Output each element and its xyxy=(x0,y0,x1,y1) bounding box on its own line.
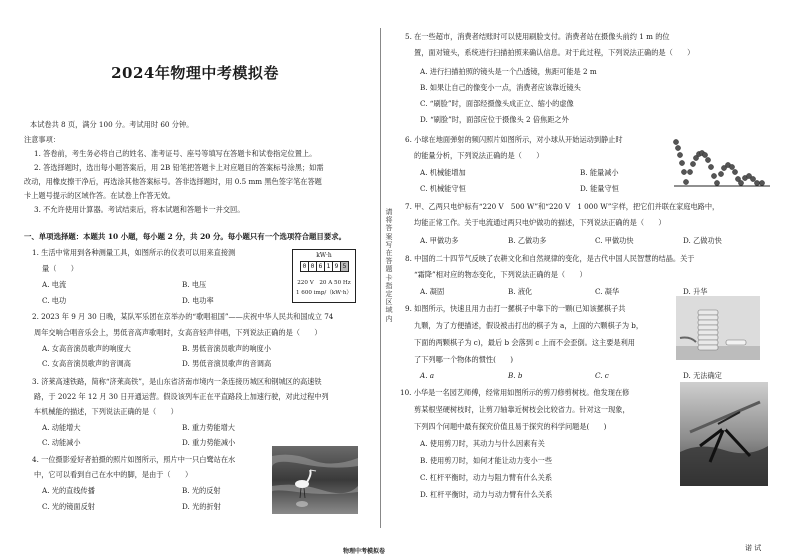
q5-option-d: D. “刷脸”时，面部应位于摄像头 2 倍焦距之外 xyxy=(420,115,569,124)
q9-stem-1: 9. 如图所示，快速且用力击打一摞棋子中靠下的一颗(已知该摞棋子共 xyxy=(405,304,626,313)
q10-option-a: A. 使用剪刀时，其动力与什么因素有关 xyxy=(420,439,545,448)
meter-digit: 5 xyxy=(340,261,349,272)
q7-stem-2: 均能正常工作。关于电流通过两只电炉做功的描述，下列说法正确的是（ ） xyxy=(414,218,666,227)
notice-2c: 卡上题号提示的区域作答。在试卷上作答无效。 xyxy=(24,191,175,200)
page-footer-label: 物理中考模拟卷 xyxy=(343,548,386,555)
q3-stem-1: 3. 济莱高速铁路，简称“济莱高铁”，是山东省济南市境内一条连接历城区和钢城区的高速铁 xyxy=(32,377,322,386)
q6-stem-2: 的能量分析，下列说法正确的是（ ） xyxy=(414,151,544,160)
q9-option-b: B. b xyxy=(508,371,523,380)
q5-stem-2: 置，面对镜头，系统进行扫描拍照来确认信息。对于此过程，下列说法正确的是（ ） xyxy=(414,48,695,57)
q1-option-c: C. 电功 xyxy=(42,296,67,305)
q7-stem-1: 7. 甲、乙两只电炉标有“220 V 500 W”和“220 V 1 000 W”字样，把它们并联在家庭电路中， xyxy=(405,202,720,211)
q3-option-a: A. 动能增大 xyxy=(42,423,81,432)
q6-option-b: B. 能量减小 xyxy=(580,168,619,177)
q10-stem-1: 10. 小华是一名园艺师傅，经常用如图所示的剪刀修剪树枝。他发现在修 xyxy=(400,388,630,397)
q9-stem-4: 了下列哪一个物体的惯性( ) xyxy=(414,355,514,364)
q3-option-d: D. 重力势能减小 xyxy=(182,438,236,447)
q2-stem-2: 周年交响合唱音乐会上，男低音高声歌唱时，女高音轻声伴唱，下列说法正确的是（ ） xyxy=(34,328,322,337)
egret-photo xyxy=(272,446,358,514)
q7-option-d: D. 乙做功快 xyxy=(683,236,722,245)
q1-option-d: D. 电功率 xyxy=(182,296,214,305)
q8-option-b: B. 液化 xyxy=(508,287,533,296)
q4-option-c: C. 光的镜面反射 xyxy=(42,502,95,511)
notice-3: 3. 不允许使用计算器。考试结束后，将本试题和答题卡一并交回。 xyxy=(34,205,245,214)
q10-option-b: B. 使用剪刀时，如何才能让动力变小一些 xyxy=(420,456,553,465)
q8-stem-2: “霜降”相对应的物态变化，下列说法正确的是（ ） xyxy=(414,270,587,279)
q2-option-d: D. 男低音演员歌声的音调高 xyxy=(182,359,272,368)
notice-2b: 改动，用橡皮擦干净后，再选涂其他答案标号。答非选择题时，用 0.5 mm 黑色签字笔在答题 xyxy=(24,177,322,186)
q8-option-d: D. 升华 xyxy=(683,287,708,296)
chess-stack-photo xyxy=(676,296,760,360)
exam-intro: 本试卷共 8 页，满分 100 分。考试用时 60 分钟。 xyxy=(30,120,194,129)
exam-title: 2024年物理中考模拟卷 xyxy=(111,64,279,82)
q3-option-c: C. 动能减小 xyxy=(42,438,81,447)
corner-text: 诺 试 xyxy=(745,544,762,552)
q7-option-b: B. 乙做功多 xyxy=(508,236,547,245)
q4-option-b: B. 光的反射 xyxy=(182,486,221,495)
q10-option-c: C. 杠杆平衡时，动力与阻力臂有什么关系 xyxy=(420,473,553,482)
meter-rating: 220 V 20 A 50 Hz xyxy=(297,280,351,286)
q10-option-d: D. 杠杆平衡时，动力与动力臂有什么关系 xyxy=(420,490,553,499)
q10-stem-3: 下列四个问题中最有探究价值且易于探究的科学问题是( ) xyxy=(414,422,607,431)
q3-option-b: B. 重力势能增大 xyxy=(182,423,235,432)
q7-option-c: C. 甲做功快 xyxy=(595,236,634,245)
q1-stem-1: 1. 生活中常用到各种测量工具，如图所示的仪表可以用来直接测 xyxy=(32,248,236,257)
q9-option-a: A. a xyxy=(420,371,435,380)
notice-heading: 注意事项： xyxy=(24,135,60,144)
q10-stem-2: 剪某根坚硬树枝时，让剪刀轴靠近树枝会比较省力。针对这一现象， xyxy=(414,405,630,414)
q8-option-c: C. 凝华 xyxy=(595,287,620,296)
meter-digit: 0 xyxy=(300,261,309,272)
q5-option-b: B. 如果让自己的像变小一点，消费者应该靠近镜头 xyxy=(420,83,581,92)
meter-digit: 1 xyxy=(324,261,333,272)
q7-option-a: A. 甲做功多 xyxy=(420,236,459,245)
q9-option-c: C. c xyxy=(595,371,609,380)
q1-stem-2: 量（ ） xyxy=(42,264,78,273)
q4-stem-1: 4. 一位摄影爱好者拍摄的照片如图所示，照片中一只白鹭站在水 xyxy=(32,455,236,464)
q5-option-c: C. “刷脸”时，面部经摄像头成正立、缩小的虚像 xyxy=(420,99,574,108)
q4-option-a: A. 光的直线传播 xyxy=(42,486,95,495)
meter-digits xyxy=(300,261,348,272)
q8-option-a: A. 凝固 xyxy=(420,287,445,296)
q4-stem-2: 中，它可以看到自己在水中的脚，是由于（ ） xyxy=(34,470,193,479)
q2-stem-1: 2. 2023 年 9 月 30 日晚，某队军乐团在京举办的“歌唱祖国”——庆祝中华人民共和国成立 74 xyxy=(32,312,334,321)
q4-option-d: D. 光的折射 xyxy=(182,502,221,511)
q9-stem-2: 九颗，为了方便描述，假设被击打出的棋子为 a，上面的六颗棋子为 b， xyxy=(414,321,644,330)
q2-option-b: B. 男低音演员歌声的响度小 xyxy=(182,344,271,353)
pruning-shears-photo xyxy=(680,382,768,486)
q6-option-a: A. 机械能增加 xyxy=(420,168,466,177)
q5-option-a: A. 进行扫描拍照的镜头是一个凸透镜，焦距可能是 2 m xyxy=(420,67,597,76)
q6-option-c: C. 机械能守恒 xyxy=(420,184,466,193)
electricity-meter-figure xyxy=(292,249,356,303)
notice-1: 1. 答卷前，考生务必将自己的姓名、准考证号、座号等填写在答题卡和试卷指定位置上。 xyxy=(34,149,317,158)
column-divider xyxy=(380,28,381,528)
q9-option-d: D. 无法确定 xyxy=(683,371,722,380)
meter-unit: kW·h xyxy=(316,252,332,259)
notice-2a: 2. 答选择题时，选出每小题答案后，用 2B 铅笔把答题卡上对应题目的答案标号涂黑；如需 xyxy=(34,163,324,172)
q3-stem-2: 路，于 2022 年 12 月 30 日开通运营。假设该列车正在平直路段上加速行驶，对此过程中列 xyxy=(34,392,329,401)
q8-stem-1: 8. 中国的二十四节气反映了农耕文化和自然规律的变化，是古代中国人民智慧的结晶。关于 xyxy=(405,254,695,263)
q6-option-d: D. 能量守恒 xyxy=(580,184,619,193)
q6-stem-1: 6. 小球在地面弹射的频闪照片如图所示，对小球从开始运动到静止时 xyxy=(405,135,623,144)
meter-constant: 1 600 imp/（kW·h） xyxy=(295,290,353,296)
q2-option-a: A. 女高音演员歌声的响度大 xyxy=(42,344,131,353)
q9-stem-3: 下面的两颗棋子为 c)，最后 b 会落到 c 上而不会歪倒。这主要是利用 xyxy=(414,338,635,347)
meter-digit: 6 xyxy=(316,261,325,272)
bouncing-ball-figure xyxy=(672,134,772,190)
q2-option-c: C. 女高音演员歌声的音调高 xyxy=(42,359,131,368)
q3-stem-3: 车机械能的描述，下列说法正确的是（ ） xyxy=(34,407,178,416)
answer-area-notice: 请将答案写在答题卡指定区域内 xyxy=(385,208,393,323)
meter-digit: 9 xyxy=(332,261,341,272)
q1-option-a: A. 电流 xyxy=(42,280,67,289)
meter-digit: 0 xyxy=(308,261,317,272)
q5-stem-1: 5. 在一些超市，消费者结账时可以使用刷脸支付。消费者站在摄像头前约 1 m 的位 xyxy=(405,32,670,41)
section-heading: 一、单项选择题：本题共 10 小题，每小题 2 分，共 20 分。每小题只有一个选项符合题目要求。 xyxy=(24,232,346,241)
q1-option-b: B. 电压 xyxy=(182,280,207,289)
